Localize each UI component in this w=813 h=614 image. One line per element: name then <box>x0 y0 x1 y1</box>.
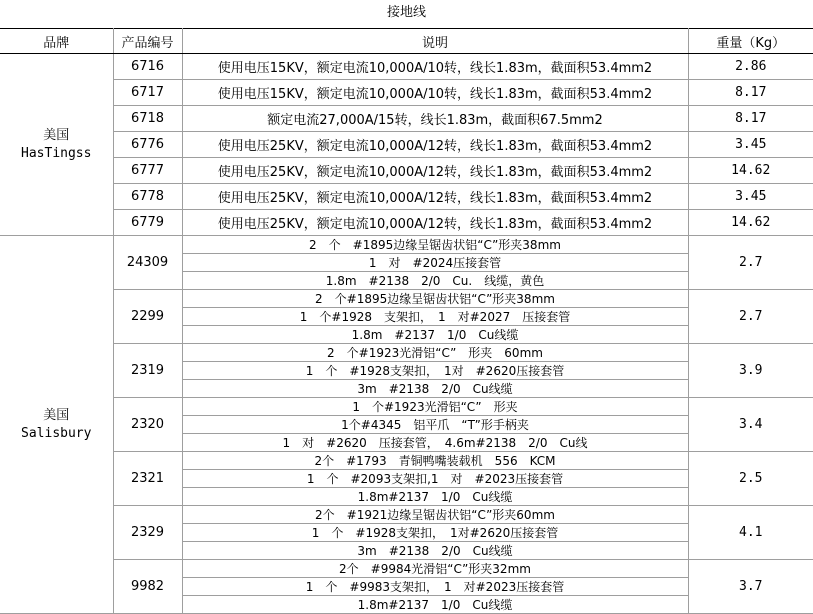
table-row <box>0 54 813 80</box>
header-product-code: 产品编号 <box>113 29 182 54</box>
description-line: 1 个 #1928支架扣， 1对#2620压接套管 <box>182 524 688 542</box>
description-line: 2个 #1921边缘呈锯齿状铝“C”形夹60mm <box>182 506 688 524</box>
brand-country: 美国 <box>43 127 70 143</box>
weight: 3.9 <box>688 344 813 398</box>
weight: 2.5 <box>688 452 813 506</box>
brand-country: 美国 <box>43 407 70 423</box>
table-row <box>0 452 813 470</box>
weight: 3.4 <box>688 398 813 452</box>
weight: 2.7 <box>688 236 813 290</box>
product-code: 2329 <box>113 506 182 560</box>
table-row <box>0 506 813 524</box>
weight: 3.45 <box>688 184 813 210</box>
table-row <box>0 344 813 362</box>
header-weight: 重量（Kg） <box>688 29 813 54</box>
product-code: 6716 <box>113 54 182 80</box>
description-line: 1 对 #2024压接套管 <box>182 254 688 272</box>
description-line: 1 个#1928 支架扣， 1 对#2027 压接套管 <box>182 308 688 326</box>
brand-cell-salisbury <box>0 236 113 614</box>
description-line: 1个#4345 铝平爪 “T”形手柄夹 <box>182 416 688 434</box>
weight: 3.7 <box>688 560 813 614</box>
description: 使用电压25KV，额定电流10,000A/12转，线长1.83m，截面积53.4mm2 <box>182 132 688 158</box>
description-line: 1 对 #2620 压接套管， 4.6m#2138 2/0 Cu线 <box>182 434 688 452</box>
product-code: 24309 <box>113 236 182 290</box>
grounding-wire-table <box>0 28 813 614</box>
description-line: 1.8m#2137 1/0 Cu线缆 <box>182 596 688 614</box>
table-row <box>0 158 813 184</box>
brand-name: HasTingss <box>21 145 92 161</box>
description: 使用电压25KV，额定电流10,000A/12转，线长1.83m，截面积53.4mm2 <box>182 210 688 236</box>
description-line: 1.8m #2137 1/0 Cu线缆 <box>182 326 688 344</box>
description-line: 1 个#1923光滑铝“C” 形夹 <box>182 398 688 416</box>
description-line: 1.8m #2138 2/0 Cu. 线缆，黄色 <box>182 272 688 290</box>
description-line: 1 个 #9983支架扣， 1 对#2023压接套管 <box>182 578 688 596</box>
table-row <box>0 398 813 416</box>
description-line: 2个 #1793 青铜鸭嘴装载机 556 KCM <box>182 452 688 470</box>
header-row <box>0 29 813 54</box>
description-line: 1.8m#2137 1/0 Cu线缆 <box>182 488 688 506</box>
description-line: 1 个 #2093支架扣,1 对 #2023压接套管 <box>182 470 688 488</box>
brand-name: Salisbury <box>21 425 92 441</box>
product-code: 2319 <box>113 344 182 398</box>
product-code: 6777 <box>113 158 182 184</box>
product-code: 2320 <box>113 398 182 452</box>
product-code: 6779 <box>113 210 182 236</box>
product-code: 2321 <box>113 452 182 506</box>
weight: 4.1 <box>688 506 813 560</box>
table-row <box>0 106 813 132</box>
description-line: 2 个 #1895边缘呈锯齿状铝“C”形夹38mm <box>182 236 688 254</box>
description: 额定电流27,000A/15转，线长1.83m，截面积67.5mm2 <box>182 106 688 132</box>
table-row <box>0 560 813 578</box>
product-code: 6776 <box>113 132 182 158</box>
description: 使用电压25KV，额定电流10,000A/12转，线长1.83m，截面积53.4mm2 <box>182 184 688 210</box>
weight: 14.62 <box>688 210 813 236</box>
weight: 8.17 <box>688 106 813 132</box>
weight: 3.45 <box>688 132 813 158</box>
page-title: 接地线 <box>386 5 426 20</box>
product-code: 6717 <box>113 80 182 106</box>
header-brand: 品牌 <box>0 29 113 54</box>
brand-cell-hastings <box>0 54 113 236</box>
description-line: 2 个#1895边缘呈锯齿状铝“C”形夹38mm <box>182 290 688 308</box>
description-line: 2个 #9984光滑铝“C”形夹32mm <box>182 560 688 578</box>
description-line: 3m #2138 2/0 Cu线缆 <box>182 380 688 398</box>
product-code: 6718 <box>113 106 182 132</box>
table-row <box>0 210 813 236</box>
table-row <box>0 236 813 254</box>
description-line: 1 个 #1928支架扣， 1对 #2620压接套管 <box>182 362 688 380</box>
description: 使用电压15KV，额定电流10,000A/10转，线长1.83m，截面积53.4mm2 <box>182 54 688 80</box>
weight: 8.17 <box>688 80 813 106</box>
description: 使用电压25KV，额定电流10,000A/12转，线长1.83m，截面积53.4mm2 <box>182 158 688 184</box>
table-row <box>0 184 813 210</box>
product-code: 6778 <box>113 184 182 210</box>
description-line: 3m #2138 2/0 Cu线缆 <box>182 542 688 560</box>
header-description: 说明 <box>182 29 688 54</box>
product-code: 2299 <box>113 290 182 344</box>
table-row <box>0 290 813 308</box>
description: 使用电压15KV，额定电流10,000A/10转，线长1.83m，截面积53.4mm2 <box>182 80 688 106</box>
weight: 2.86 <box>688 54 813 80</box>
table-row <box>0 80 813 106</box>
weight: 14.62 <box>688 158 813 184</box>
description-line: 2 个#1923光滑铝“C” 形夹 60mm <box>182 344 688 362</box>
table-row <box>0 132 813 158</box>
product-code: 9982 <box>113 560 182 614</box>
weight: 2.7 <box>688 290 813 344</box>
